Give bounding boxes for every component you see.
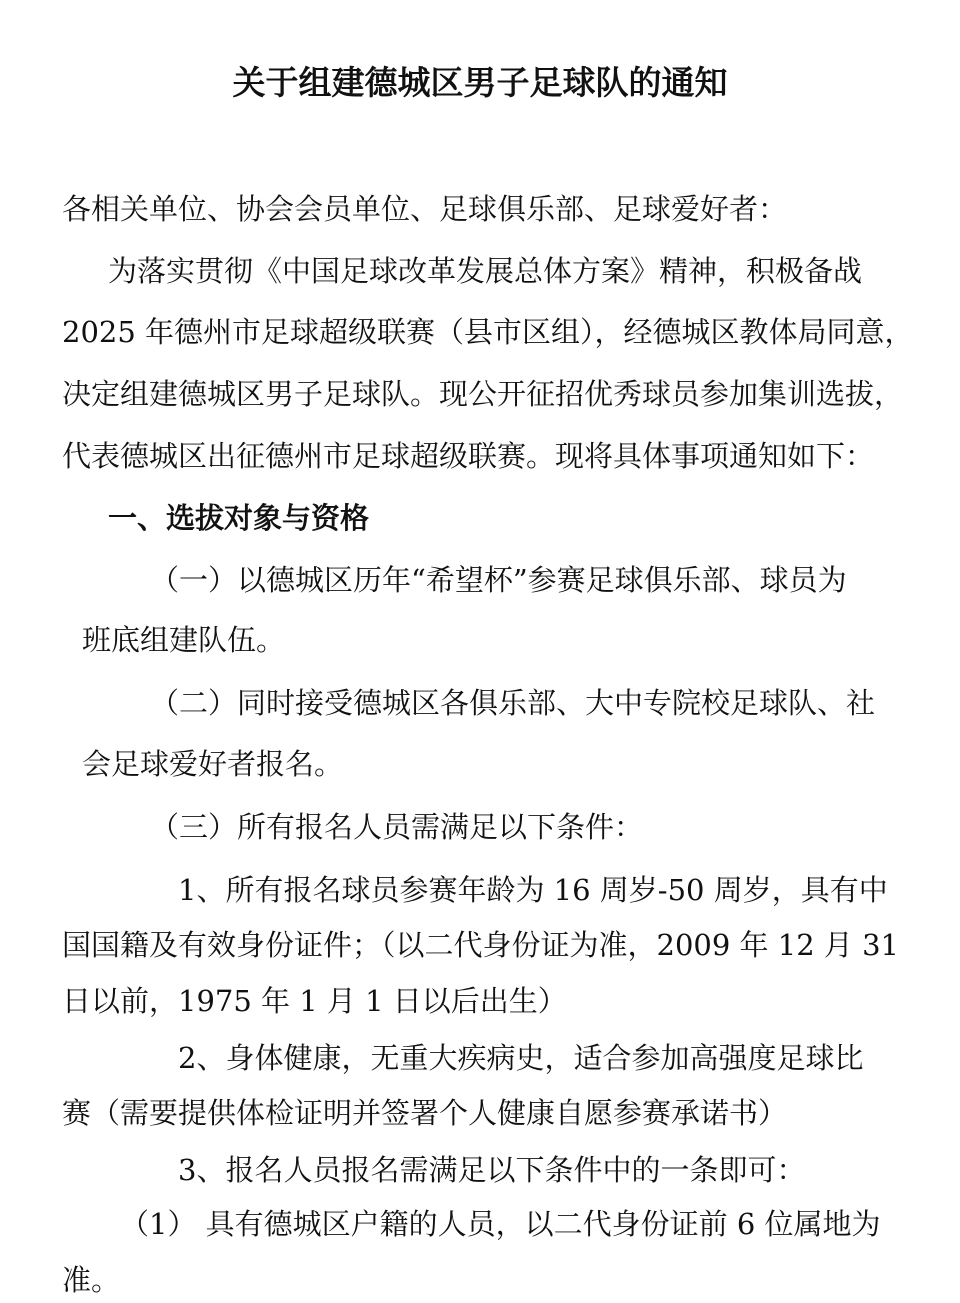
salutation: 各相关单位、协会会员单位、足球俱乐部、足球爱好者： <box>62 192 788 226</box>
condition-1-line-1: 1、所有报名球员参赛年龄为 16 周岁-50 周岁，具有中 <box>178 873 888 907</box>
intro-line-3: 决定组建德城区男子足球队。现公开征招优秀球员参加集训选拔， <box>62 377 904 411</box>
sub-condition-1-line-2: 准。 <box>62 1263 121 1297</box>
condition-1-line-3: 日以前，1975 年 1 月 1 日以后出生） <box>62 984 567 1018</box>
sub-condition-1-line-1: （1） 具有德城区户籍的人员，以二代身份证前 6 位属地为 <box>120 1207 881 1241</box>
item-1-line-2: 班底组建队伍。 <box>82 623 286 657</box>
item-2-line-2: 会足球爱好者报名。 <box>82 747 344 781</box>
item-2-line-1: （二）同时接受德城区各俱乐部、大中专院校足球队、社 <box>150 686 876 720</box>
condition-1-line-2: 国国籍及有效身份证件；（以二代身份证为准，2009 年 12 月 31 <box>62 928 899 962</box>
page-title: 关于组建德城区男子足球队的通知 <box>232 63 728 102</box>
intro-line-2: 2025 年德州市足球超级联赛（县市区组），经德城区教体局同意， <box>62 315 914 349</box>
condition-3: 3、报名人员报名需满足以下条件中的一条即可： <box>178 1153 806 1187</box>
condition-2-line-2: 赛（需要提供体检证明并签署个人健康自愿参赛承诺书） <box>62 1096 788 1130</box>
intro-line-4: 代表德城区出征德州市足球超级联赛。现将具体事项通知如下： <box>62 439 875 473</box>
intro-line-1: 为落实贯彻《中国足球改革发展总体方案》精神，积极备战 <box>108 254 863 288</box>
section-heading: 一、选拔对象与资格 <box>108 501 370 535</box>
item-1-line-1: （一）以德城区历年“希望杯”参赛足球俱乐部、球员为 <box>150 563 847 597</box>
item-3: （三）所有报名人员需满足以下条件： <box>150 810 644 844</box>
condition-2-line-1: 2、身体健康，无重大疾病史，适合参加高强度足球比 <box>178 1041 864 1075</box>
